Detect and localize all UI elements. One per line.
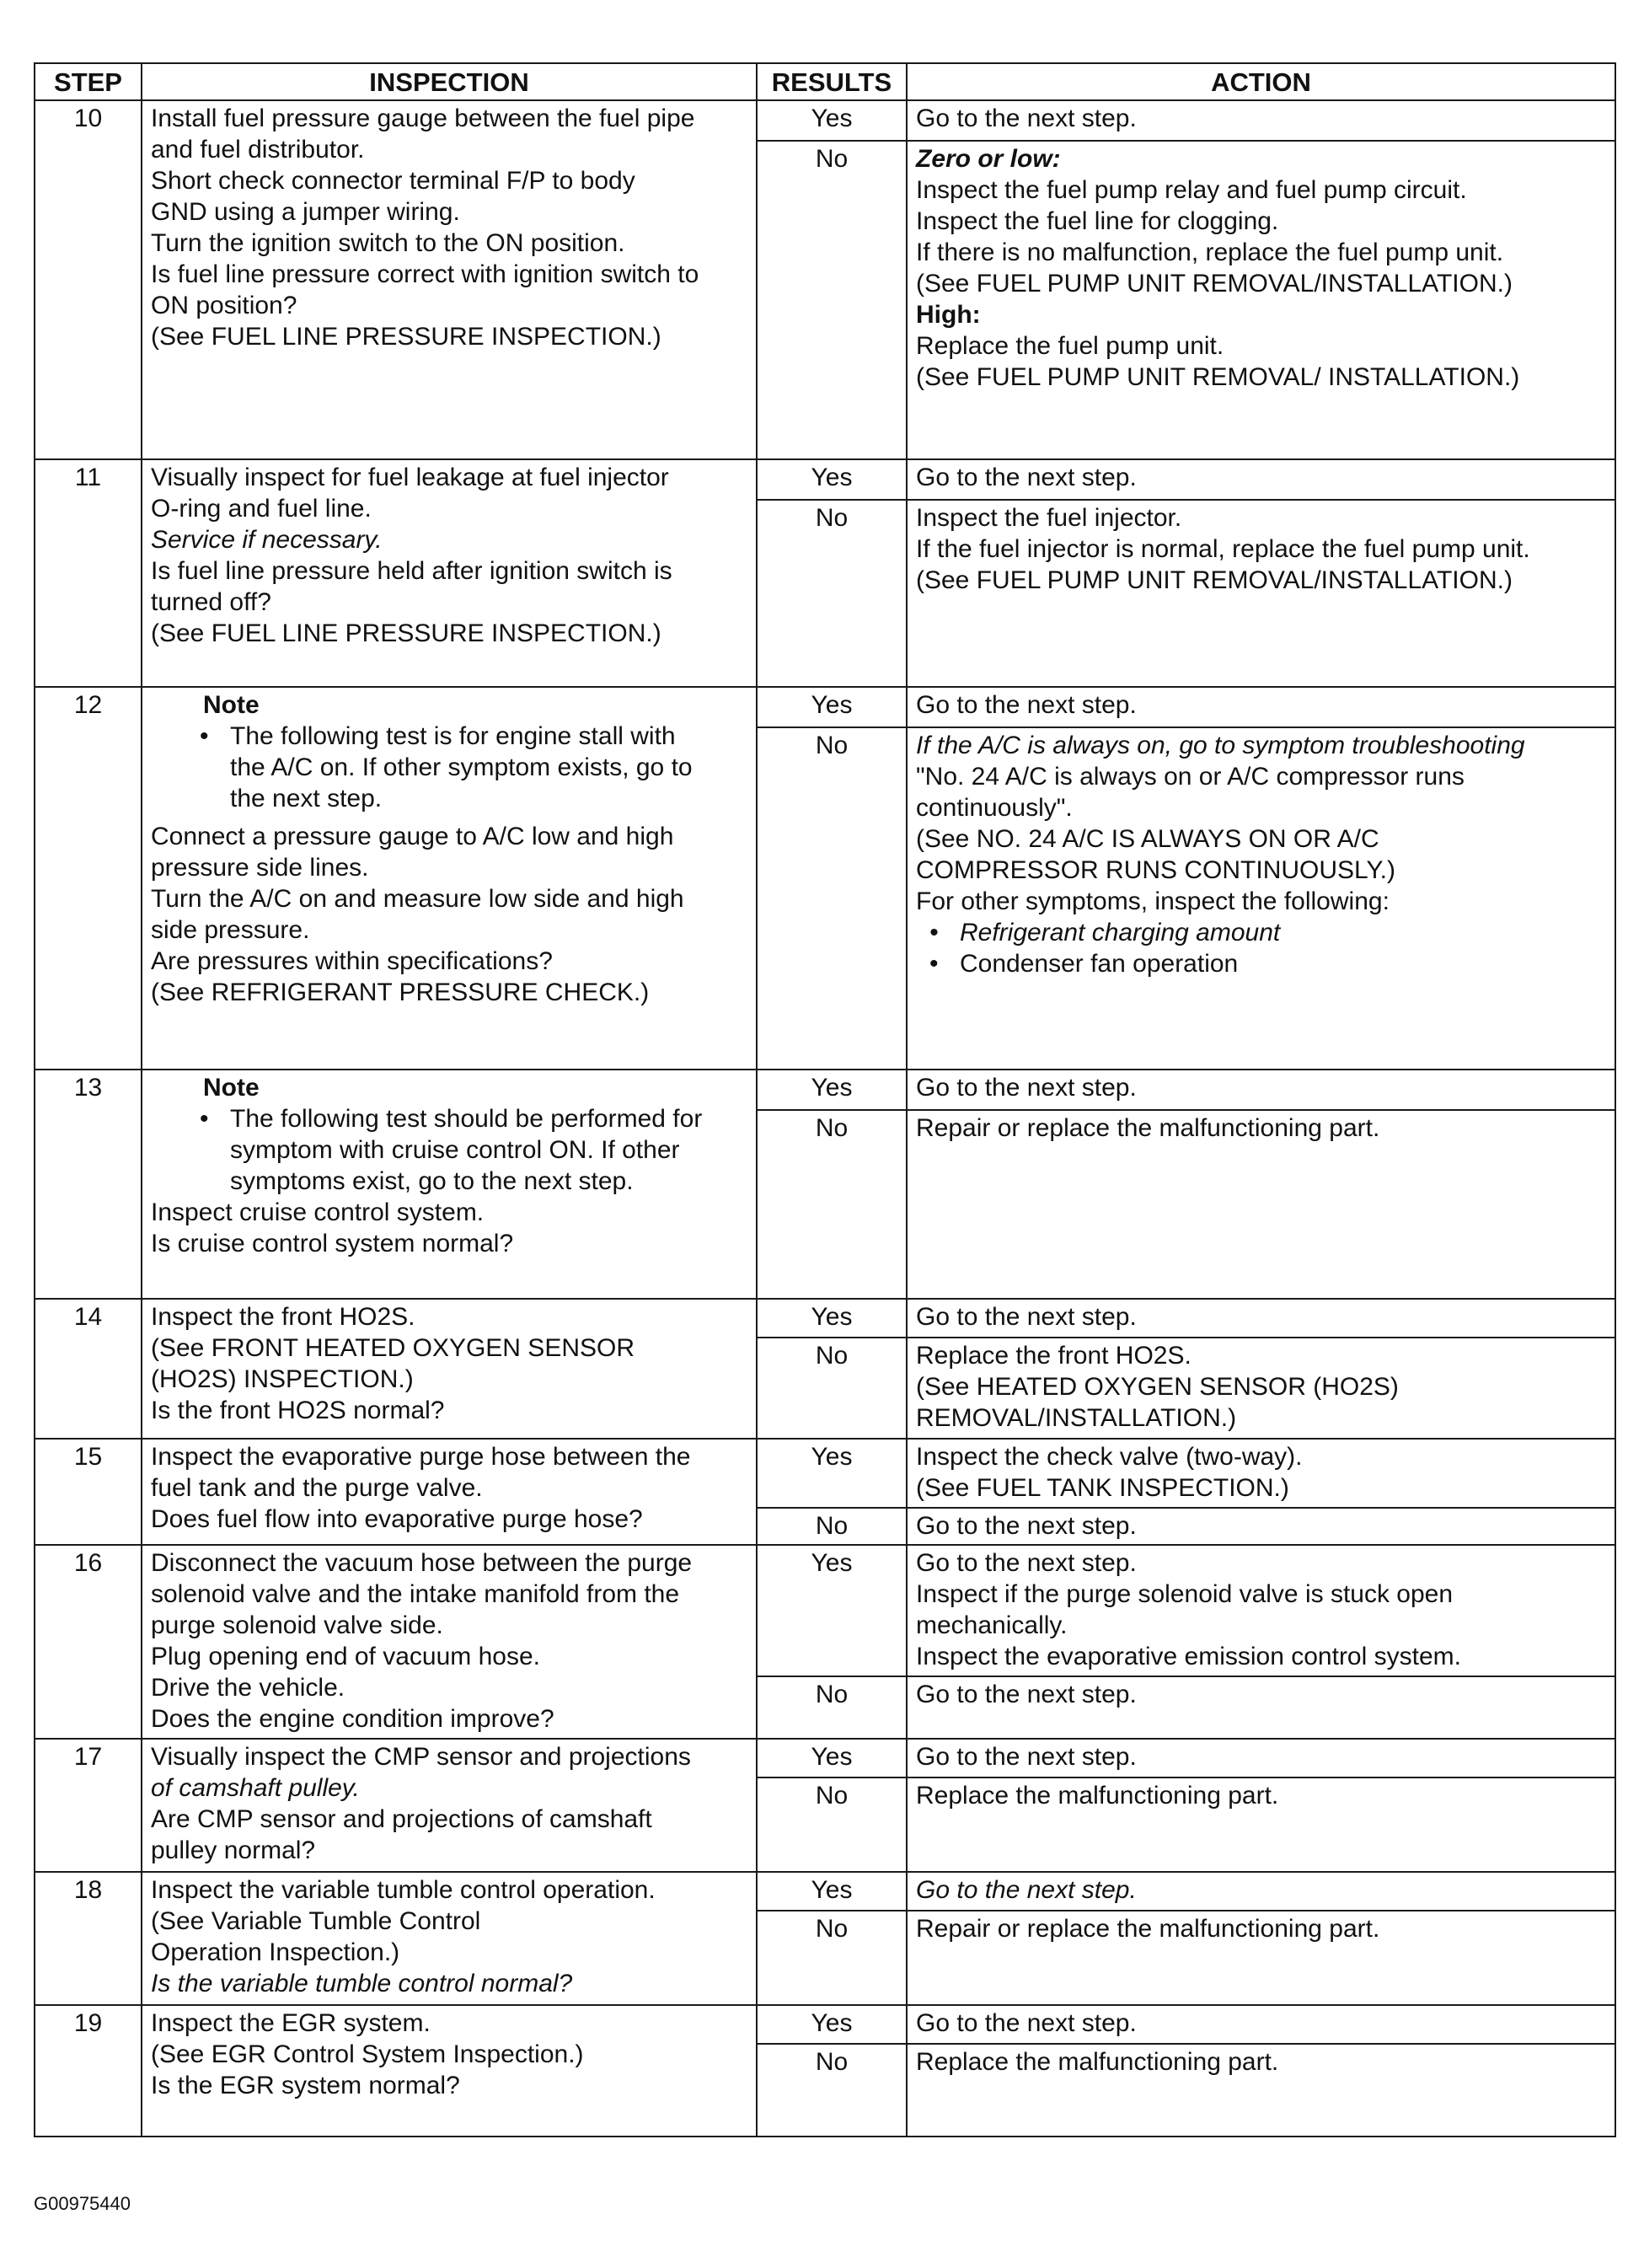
inspection-cell	[142, 1439, 757, 1545]
action-line: If the fuel injector is normal, replace the fuel pump unit.	[916, 535, 1530, 563]
inspection-line: Visually inspect for fuel leakage at fuel injector	[151, 464, 669, 491]
result-no: No	[757, 500, 907, 687]
header-step: STEP	[35, 63, 142, 100]
action-yes: Go to the next step.	[907, 1299, 1615, 1338]
result-yes: Yes	[757, 1739, 907, 1777]
inspection-line: Does the engine condition improve?	[151, 1705, 554, 1733]
note-bullet	[151, 1103, 747, 1197]
inspection-line: (HO2S) INSPECTION.)	[151, 1365, 414, 1393]
inspection-line: O-ring and fuel line.	[151, 495, 372, 523]
diagnostic-steps-table	[34, 62, 1616, 2137]
inspection-line: solenoid valve and the intake manifold from the	[151, 1580, 680, 1608]
inspection-line: Does fuel flow into evaporative purge hose?	[151, 1505, 643, 1533]
note-bullet	[151, 721, 747, 814]
inspection-line: Turn the ignition switch to the ON position.	[151, 229, 625, 257]
inspection-line: Inspect the evaporative purge hose between the	[151, 1443, 691, 1471]
header-inspection: INSPECTION	[142, 63, 757, 100]
action-line: (See NO. 24 A/C IS ALWAYS ON OR A/C	[916, 825, 1379, 853]
action-line: (See FUEL PUMP UNIT REMOVAL/INSTALLATION.)	[916, 566, 1513, 594]
action-line: Inspect the evaporative emission control system.	[916, 1643, 1461, 1670]
diagnostic-document	[34, 62, 1615, 2137]
table-row-step-14	[35, 1299, 1615, 1338]
inspection-line: Short check connector terminal F/P to body	[151, 167, 635, 195]
inspection-cell	[142, 1545, 757, 1739]
action-yes	[907, 1872, 1615, 1911]
inspection-cell	[142, 459, 757, 687]
action-no	[907, 500, 1615, 687]
inspection-line: Is the variable tumble control normal?	[151, 1970, 573, 1997]
note-line: symptoms exist, go to the next step.	[230, 1167, 634, 1195]
action-line	[916, 730, 1606, 761]
table-row-step-12	[35, 687, 1615, 727]
action-yes: Go to the next step.	[907, 1739, 1615, 1777]
action-line: REMOVAL/INSTALLATION.)	[916, 1404, 1237, 1432]
action-line: continuously".	[916, 794, 1073, 822]
result-no: No	[757, 141, 907, 459]
inspection-line: (See FRONT HEATED OXYGEN SENSOR	[151, 1334, 635, 1362]
note-heading: Note	[203, 691, 260, 719]
table-row-step-13	[35, 1070, 1615, 1110]
inspection-cell	[142, 1872, 757, 2005]
action-bullet: • Refrigerant charging amount	[916, 917, 1606, 948]
step-number: 19	[35, 2005, 142, 2137]
action-yes: Go to the next step.	[907, 100, 1615, 141]
inspection-line: Install fuel pressure gauge between the fuel pipe	[151, 105, 695, 132]
inspection-line: Turn the A/C on and measure low side and high	[151, 885, 684, 913]
action-line: Inspect the fuel line for clogging.	[916, 207, 1279, 235]
action-heading: Zero or low:	[916, 145, 1061, 173]
action-no: Go to the next step.	[907, 1508, 1615, 1545]
result-no: No	[757, 1338, 907, 1439]
inspection-line: Operation Inspection.)	[151, 1938, 400, 1966]
inspection-line: Inspect cruise control system.	[151, 1198, 485, 1226]
action-yes: Go to the next step.	[907, 687, 1615, 727]
inspection-line: Is fuel line pressure held after ignition switch is	[151, 557, 672, 585]
action-line: "No. 24 A/C is always on or A/C compressor runs	[916, 763, 1465, 791]
step-number: 10	[35, 100, 142, 459]
action-line: Replace the fuel pump unit.	[916, 332, 1224, 360]
inspection-line: Inspect the front HO2S.	[151, 1303, 415, 1331]
result-no: No	[757, 1110, 907, 1299]
note-line: the A/C on. If other symptom exists, go to	[230, 753, 693, 781]
result-no: No	[757, 1911, 907, 2005]
action-line: Go to the next step.	[916, 1876, 1137, 1904]
inspection-line: pulley normal?	[151, 1836, 316, 1864]
action-no	[907, 727, 1615, 1070]
inspection-line: Are CMP sensor and projections of camshaft	[151, 1805, 652, 1833]
step-number: 11	[35, 459, 142, 687]
action-no: Repair or replace the malfunctioning part.	[907, 1911, 1615, 2005]
document-code: G00975440	[34, 2193, 131, 2214]
inspection-line: purge solenoid valve side.	[151, 1611, 443, 1639]
action-line: mechanically.	[916, 1611, 1068, 1639]
inspection-line: Disconnect the vacuum hose between the purge	[151, 1549, 693, 1577]
table-row-step-11	[35, 459, 1615, 500]
result-yes: Yes	[757, 1439, 907, 1508]
table-row-step-18	[35, 1872, 1615, 1911]
inspection-cell	[142, 1299, 757, 1439]
step-number: 13	[35, 1070, 142, 1299]
inspection-cell	[142, 1070, 757, 1299]
result-yes: Yes	[757, 1299, 907, 1338]
step-number: 15	[35, 1439, 142, 1545]
note-heading: Note	[203, 1074, 260, 1102]
inspection-cell	[142, 687, 757, 1070]
table-row-step-15	[35, 1439, 1615, 1508]
inspection-line: ON position?	[151, 292, 297, 319]
inspection-line: Inspect the variable tumble control operation.	[151, 1876, 656, 1904]
result-no: No	[757, 1508, 907, 1545]
action-line: (See FUEL PUMP UNIT REMOVAL/ INSTALLATION.)	[916, 363, 1520, 391]
result-yes: Yes	[757, 1872, 907, 1911]
action-no: Repair or replace the malfunctioning part.	[907, 1110, 1615, 1299]
table-row-step-10	[35, 100, 1615, 141]
note-line: • The following test is for engine stall with	[230, 722, 676, 750]
table-row-step-16	[35, 1545, 1615, 1676]
header-action: ACTION	[907, 63, 1615, 100]
header-results: RESULTS	[757, 63, 907, 100]
inspection-line: fuel tank and the purge valve.	[151, 1474, 483, 1502]
inspection-line: side pressure.	[151, 916, 310, 944]
inspection-line: Service if necessary.	[151, 526, 383, 554]
action-no	[907, 141, 1615, 459]
step-number: 16	[35, 1545, 142, 1739]
action-line: Inspect the check valve (two-way).	[916, 1443, 1303, 1471]
action-no: Replace the malfunctioning part.	[907, 1777, 1615, 1872]
inspection-line: turned off?	[151, 588, 271, 616]
result-yes: Yes	[757, 1070, 907, 1110]
action-yes: Go to the next step.	[907, 1070, 1615, 1110]
step-number: 17	[35, 1739, 142, 1872]
inspection-line: Are pressures within specifications?	[151, 947, 553, 975]
inspection-cell	[142, 1739, 757, 1872]
result-no: No	[757, 1777, 907, 1872]
action-yes	[907, 1439, 1615, 1508]
action-line: Replace the front HO2S.	[916, 1342, 1191, 1370]
action-no	[907, 1338, 1615, 1439]
inspection-line: Is the front HO2S normal?	[151, 1397, 445, 1424]
action-bullet: • Condenser fan operation	[916, 948, 1606, 979]
inspection-line: (See FUEL LINE PRESSURE INSPECTION.)	[151, 619, 661, 647]
inspection-line: (See REFRIGERANT PRESSURE CHECK.)	[151, 979, 650, 1006]
action-line: Go to the next step.	[916, 1549, 1137, 1577]
action-line: (See FUEL PUMP UNIT REMOVAL/INSTALLATION.)	[916, 270, 1513, 298]
action-yes: Go to the next step.	[907, 2005, 1615, 2044]
result-no: No	[757, 727, 907, 1070]
table-row-step-17	[35, 1739, 1615, 1777]
action-yes	[907, 1545, 1615, 1676]
action-line: For other symptoms, inspect the following:	[916, 887, 1390, 915]
result-no: No	[757, 2044, 907, 2137]
note-line: the next step.	[230, 785, 383, 812]
result-yes: Yes	[757, 687, 907, 727]
step-number: 14	[35, 1299, 142, 1439]
inspection-cell	[142, 2005, 757, 2137]
result-yes: Yes	[757, 100, 907, 141]
inspection-line: of camshaft pulley.	[151, 1774, 360, 1802]
inspection-line: (See FUEL LINE PRESSURE INSPECTION.)	[151, 323, 661, 351]
action-heading: High:	[916, 301, 981, 329]
action-yes: Go to the next step.	[907, 459, 1615, 500]
inspection-line: Is fuel line pressure correct with ignition switch to	[151, 260, 699, 288]
action-line: Inspect if the purge solenoid valve is stuck open	[916, 1580, 1454, 1608]
action-no: Replace the malfunctioning part.	[907, 2044, 1615, 2137]
action-line-text: If the A/C is always on, go to symptom troubleshooting	[916, 732, 1525, 759]
step-number: 12	[35, 687, 142, 1070]
inspection-line: Is the EGR system normal?	[151, 2072, 460, 2099]
note-line: symptom with cruise control ON. If other	[230, 1136, 680, 1164]
table-row-step-19	[35, 2005, 1615, 2044]
inspection-line: Connect a pressure gauge to A/C low and high	[151, 823, 674, 850]
inspection-line: Is cruise control system normal?	[151, 1230, 514, 1257]
inspection-line: (See EGR Control System Inspection.)	[151, 2040, 584, 2068]
action-line: If there is no malfunction, replace the fuel pump unit.	[916, 239, 1504, 266]
result-no: No	[757, 1676, 907, 1739]
action-line: (See FUEL TANK INSPECTION.)	[916, 1474, 1289, 1502]
inspection-line: Drive the vehicle.	[151, 1674, 345, 1702]
inspection-line: and fuel distributor.	[151, 136, 365, 164]
result-yes: Yes	[757, 459, 907, 500]
action-line: Inspect the fuel injector.	[916, 504, 1182, 532]
inspection-line: Visually inspect the CMP sensor and projections	[151, 1743, 691, 1771]
action-line: COMPRESSOR RUNS CONTINUOUSLY.)	[916, 856, 1395, 884]
inspection-line: Plug opening end of vacuum hose.	[151, 1643, 540, 1670]
inspection-line: Inspect the EGR system.	[151, 2009, 431, 2037]
result-yes: Yes	[757, 2005, 907, 2044]
step-number: 18	[35, 1872, 142, 2005]
note-line: • The following test should be performed for	[230, 1105, 703, 1133]
action-no: Go to the next step.	[907, 1676, 1615, 1739]
inspection-line: pressure side lines.	[151, 854, 369, 882]
action-line: Inspect the fuel pump relay and fuel pump circuit.	[916, 176, 1467, 204]
inspection-line: (See Variable Tumble Control	[151, 1907, 481, 1935]
inspection-line: GND using a jumper wiring.	[151, 198, 460, 226]
result-yes: Yes	[757, 1545, 907, 1676]
inspection-cell	[142, 100, 757, 459]
table-header-row	[35, 63, 1615, 100]
action-line: (See HEATED OXYGEN SENSOR (HO2S)	[916, 1373, 1399, 1401]
